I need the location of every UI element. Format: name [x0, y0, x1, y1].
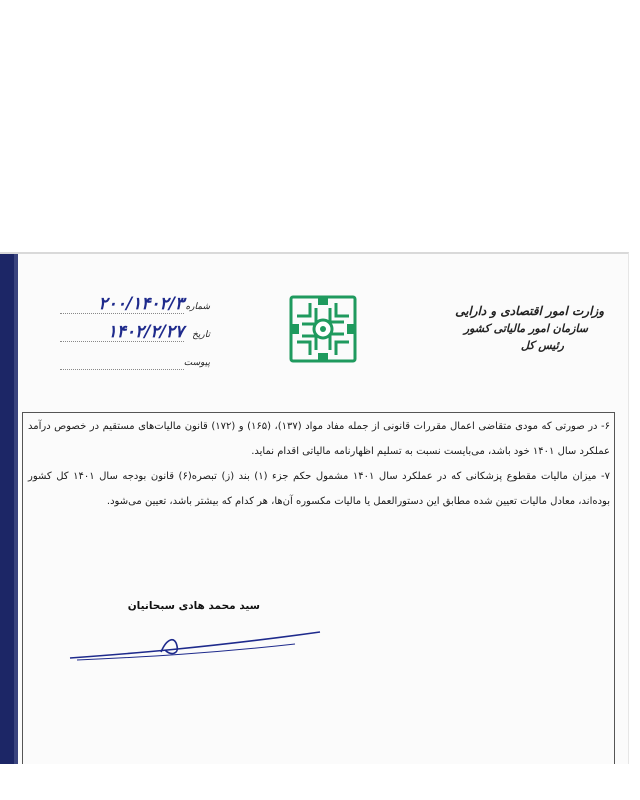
meta-number-row: [60, 294, 210, 318]
body-frame-right-border: [614, 413, 615, 764]
meta-attachment-row: [60, 350, 210, 374]
letter-meta: [60, 294, 210, 378]
date-value: ۱۴۰۲/۲/۲۷: [107, 322, 184, 342]
meta-date-row: [60, 322, 210, 346]
dotted-line: [60, 313, 184, 314]
attachment-label: پیوست: [183, 358, 210, 368]
dotted-line: [60, 341, 184, 342]
paragraph-6: ۶- در صورتی که مودی متقاضی اعمال مقررات قانونی از جمله مفاد مواد (۱۳۷)، (۱۶۵) و (۱۷۲) قانون مالیات‌های مستقیم در خصوص درآمد عملکرد سال ۱۴۰۱ خود باشد، می‌بایست نسبت به تسلیم اظهارنامه مالیاتی اقدام نماید.: [28, 421, 610, 457]
letterhead-organization: [434, 304, 604, 352]
number-value: ۲۰۰/۱۴۰۲/۳: [98, 294, 184, 314]
binder-spine-edge: [14, 254, 18, 764]
letter-page: [0, 252, 629, 764]
letter-body: [28, 414, 610, 514]
binder-spine: [0, 254, 14, 764]
position-title: رئیس کل: [520, 339, 564, 352]
dotted-line: [60, 369, 184, 370]
signer-name: سید محمد هادی سبحانیان: [127, 600, 260, 612]
tax-organization-emblem-icon: [288, 294, 358, 364]
date-label: تاریخ: [192, 330, 210, 340]
handwritten-signature: [65, 616, 335, 666]
number-label: شماره: [185, 302, 210, 312]
paragraph-7: ۷- میزان مالیات مقطوع پزشکانی که در عملکرد سال ۱۴۰۱ مشمول حکم جزء (۱) بند (ز) تبصره(۶) قانون بودجه سال ۱۴۰۱ کل کشور بوده‌اند، معادل مالیات تعیین شده مطابق این دستورالعمل یا مالیات مکسوره آن‌ها، هر کدام که بیشتر باشد، تعیین می‌شود.: [28, 471, 611, 507]
agency-name: سازمان امور مالیاتی کشور: [463, 322, 588, 335]
ministry-name: وزارت امور اقتصادی و دارایی: [455, 304, 604, 318]
